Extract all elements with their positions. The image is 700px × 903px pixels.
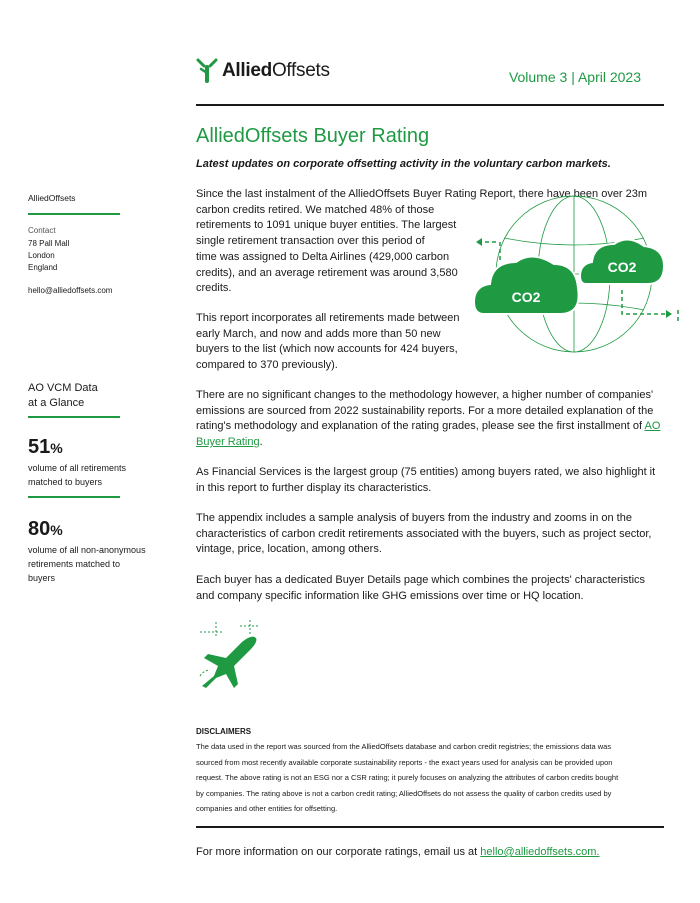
glance-divider xyxy=(28,416,120,418)
financial-services-paragraph xyxy=(196,465,655,496)
dashed-arrow xyxy=(622,290,670,314)
methodology-paragraph xyxy=(196,388,660,451)
text-line xyxy=(196,419,660,435)
text-line: carbon credits retired. We matched 48% of those xyxy=(196,203,435,216)
text-line: compared to 370 previously). xyxy=(196,359,338,372)
allied-offsets-logo xyxy=(196,57,330,83)
stat-block xyxy=(28,518,146,585)
disclaimers-title: DISCLAIMERS xyxy=(196,727,252,736)
stat-number: 51 xyxy=(28,436,51,458)
disclaimers-body xyxy=(196,739,676,817)
stat-unit: % xyxy=(50,440,63,456)
text-line: and company specific information like GHG emissions over time or HQ location. xyxy=(196,589,584,602)
text-line: There are no significant changes to the methodology however, a higher number of companies' xyxy=(196,389,654,401)
report-scope-paragraph xyxy=(196,311,460,374)
disclaimer-line: The data used in the report was sourced from the AlliedOffsets database and carbon credit registries; the emissions data was xyxy=(196,742,612,751)
text-line: credits. xyxy=(196,282,232,295)
text-line: As Financial Services is the largest group (75 entities) among buyers rated, we also highlight it xyxy=(196,466,656,478)
text-line: characteristics of carbon credit retirements associated with the buyers, such as project sector, xyxy=(196,527,652,540)
header-divider xyxy=(196,104,664,106)
text-line-part: rating's methodology and explanation of the rating grades, please see the first installment of xyxy=(196,420,643,433)
cloud-left xyxy=(474,256,579,314)
ao-buyer-rating-link[interactable]: Buyer Rating xyxy=(196,436,260,449)
text-line: buyers to the list (which now accounts for 424 buyers, xyxy=(196,343,458,356)
stat-desc-line: volume of all retirements xyxy=(28,463,127,473)
page-subtitle: Latest updates on corporate offsetting activity in the voluntary carbon markets. xyxy=(196,158,611,170)
footer-contact xyxy=(196,846,600,858)
stat-unit: % xyxy=(50,522,63,538)
volume-date: Volume 3 | April 2023 xyxy=(508,69,641,85)
stat-desc-line: matched to buyers xyxy=(28,477,103,487)
cloud-right-label: CO2 xyxy=(607,259,637,275)
glance-title-line: at a Glance xyxy=(28,397,85,409)
text-line: retirements to 1091 unique buyer entities. The largest xyxy=(196,219,457,232)
stat-value xyxy=(28,518,146,541)
page-title: AlliedOffsets Buyer Rating xyxy=(196,125,430,147)
address-line: London xyxy=(28,251,55,260)
footer-text: For more information on our corporate ratings, email us at xyxy=(196,846,481,858)
contact-label: Contact xyxy=(28,226,56,235)
text-line: vintage, price, location, among others. xyxy=(196,543,382,556)
text-line: Since the last instalment of the AlliedOffsets Buyer Rating Report, there have been over 23m xyxy=(196,188,648,200)
text-line: credits), and an average retirement was around 3,580 xyxy=(196,266,458,279)
cloud-left-label: CO2 xyxy=(511,289,541,305)
disclaimer-line: by companies. The rating above is not a carbon credit rating; AlliedOffsets do not assess the quality of carbon credits used by xyxy=(196,788,612,798)
stat-number: 80 xyxy=(28,518,51,540)
footer-email-link[interactable]: hello@alliedoffsets.com. xyxy=(480,846,600,858)
stat-block xyxy=(28,436,126,489)
address-line: 78 Pall Mall xyxy=(28,239,70,248)
disclaimer-line: sourced from most recently available corporate sustainability reports - the exact years used for analysis can be provided upon xyxy=(196,757,613,767)
stat-desc-line: retirements matched to xyxy=(28,559,121,569)
co2-globe-illustration xyxy=(470,192,690,357)
sidebar-divider xyxy=(28,213,120,215)
text-line: emissions are sourced from 2022 sustainability reports. For a more detailed explanation of the xyxy=(196,404,654,417)
text-line: Buyer Rating. xyxy=(196,436,263,449)
logo-text-bold: Allied xyxy=(222,60,272,81)
stat-desc-line: volume of all non-anonymous xyxy=(28,545,146,555)
disclaimer-line: request. The above rating is not an ESG nor a CSR rating; it purely focuses on analyzing the attributes of carbon credits bought xyxy=(196,773,619,782)
ao-buyer-rating-link[interactable]: AO xyxy=(644,420,661,433)
arrow-head-icon xyxy=(666,310,672,318)
glance-title xyxy=(28,381,98,411)
text-line: The appendix includes a sample analysis of buyers from the industry and zooms in on the xyxy=(196,512,632,524)
disclaimer-line: companies and other entities for offsetting. xyxy=(196,804,338,813)
stat-divider xyxy=(28,496,120,498)
contact-email-link[interactable]: hello@alliedoffsets.com xyxy=(28,286,113,295)
text-line: Each buyer has a dedicated Buyer Details page which combines the projects' characteristics xyxy=(196,574,646,586)
sidebar-company: AlliedOffsets xyxy=(28,193,76,203)
stat-desc-line: buyers xyxy=(28,573,56,583)
buyer-details-paragraph xyxy=(196,573,645,604)
logo-mark-icon xyxy=(196,57,218,83)
stat-value xyxy=(28,436,126,459)
appendix-paragraph xyxy=(196,511,651,558)
arrow-head-icon xyxy=(476,238,482,246)
glance-title-line: AO VCM Data xyxy=(28,382,98,394)
text-line: single retirement transaction over this period of xyxy=(196,235,425,248)
text-line: This report incorporates all retirements made between xyxy=(196,312,460,324)
address-line: England xyxy=(28,263,58,272)
airplane-icon xyxy=(196,618,274,696)
contact-address xyxy=(28,238,69,274)
footer-divider xyxy=(196,826,664,828)
text-line: time was assigned to Delta Airlines (429,000 carbon xyxy=(196,250,450,263)
text-line: early March, and now and adds more than 50 new xyxy=(196,327,441,340)
text-line: in this report to further display its characteristics. xyxy=(196,481,432,494)
logo-text-light: Offsets xyxy=(271,60,330,81)
